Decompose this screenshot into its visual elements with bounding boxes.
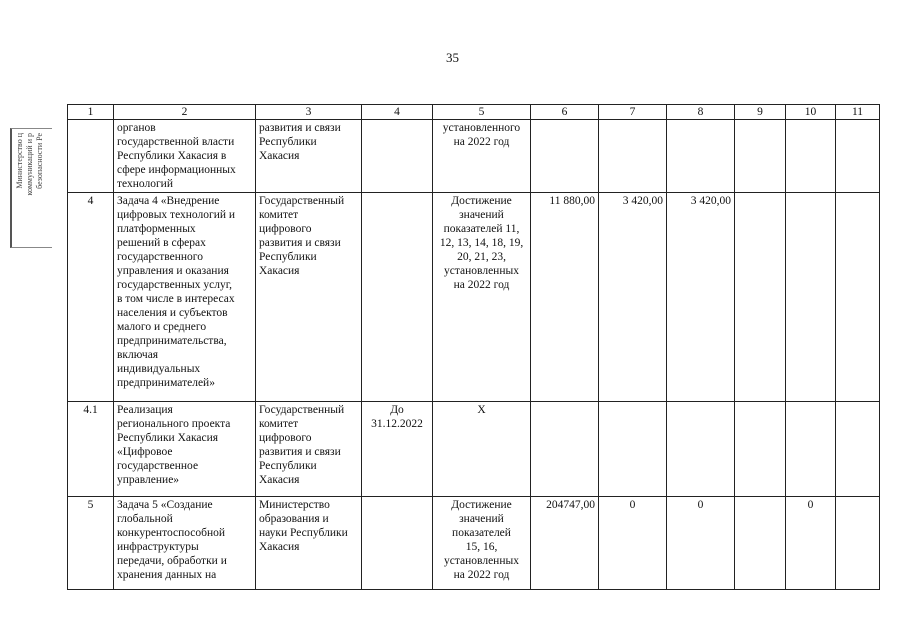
cell-name: Задача 5 «Создание глобальной конкурентоспособной инфраструктуры передачи, обработки и хранения данных на [114, 497, 256, 590]
cell-value: 0 [667, 497, 735, 590]
cell-executor: Министерство образования и науки Республики Хакасия [256, 497, 362, 590]
column-header: 7 [599, 105, 667, 120]
cell-value [531, 402, 599, 497]
cell-executor: развития и связи Республики Хакасия [256, 120, 362, 193]
column-header: 1 [68, 105, 114, 120]
column-header: 5 [433, 105, 531, 120]
cell-value [599, 402, 667, 497]
column-header: 6 [531, 105, 599, 120]
cell-name: органов государственной власти Республики Хакасия в сфере информационных технологий [114, 120, 256, 193]
cell-deadline [362, 497, 433, 590]
header-row [68, 105, 880, 120]
cell-value [735, 120, 786, 193]
table-row [68, 193, 880, 402]
stamp-line: безопасности Ре [35, 133, 44, 189]
cell-result: установленного на 2022 год [433, 120, 531, 193]
cell-value [786, 402, 836, 497]
cell-number: 4.1 [68, 402, 114, 497]
cell-value [667, 120, 735, 193]
cell-value: 0 [786, 497, 836, 590]
table-row [68, 497, 880, 590]
cell-executor: Государственный комитет цифрового развития и связи Республики Хакасия [256, 402, 362, 497]
column-header: 8 [667, 105, 735, 120]
cell-number: 5 [68, 497, 114, 590]
cell-value [836, 497, 880, 590]
cell-value [667, 402, 735, 497]
cell-value [786, 120, 836, 193]
cell-result: X [433, 402, 531, 497]
column-header: 3 [256, 105, 362, 120]
table-row [68, 402, 880, 497]
cell-result: Достижение значений показателей 15, 16, установленных на 2022 год [433, 497, 531, 590]
page-number: 35 [446, 50, 459, 65]
cell-deadline: До 31.12.2022 [362, 402, 433, 497]
cell-value: 0 [599, 497, 667, 590]
column-header: 11 [836, 105, 880, 120]
plan-table [67, 104, 880, 590]
cell-result: Достижение значений показателей 11, 12, 13, 14, 18, 19, 20, 21, 23, установленных на 2022 год [433, 193, 531, 402]
cell-value [786, 193, 836, 402]
cell-name: Задача 4 «Внедрение цифровых технологий и платформенных решений в сферах государственного управления и оказания государственных услуг, в том числе в интересах населения и субъектов малого и среднего предпринимательства, включая индивидуальных предпринимателей» [114, 193, 256, 402]
cell-value: 3 420,00 [667, 193, 735, 402]
cell-executor: Государственный комитет цифрового развития и связи Республики Хакасия [256, 193, 362, 402]
cell-value [735, 193, 786, 402]
cell-value: 11 880,00 [531, 193, 599, 402]
cell-deadline [362, 120, 433, 193]
column-header: 10 [786, 105, 836, 120]
stamp-line: коммуникаций и р [25, 133, 34, 196]
cell-value: 204747,00 [531, 497, 599, 590]
registration-stamp [10, 128, 52, 248]
column-header: 9 [735, 105, 786, 120]
table-row [68, 120, 880, 193]
cell-value [836, 120, 880, 193]
cell-value [836, 402, 880, 497]
cell-deadline [362, 193, 433, 402]
cell-value [735, 497, 786, 590]
cell-name: Реализация регионального проекта Республики Хакасия «Цифровое государственное управление» [114, 402, 256, 497]
cell-number [68, 120, 114, 193]
stamp-line: Министерство ц [15, 133, 24, 189]
cell-value [599, 120, 667, 193]
column-header: 4 [362, 105, 433, 120]
cell-value: 3 420,00 [599, 193, 667, 402]
cell-number: 4 [68, 193, 114, 402]
cell-value [531, 120, 599, 193]
cell-value [735, 402, 786, 497]
column-header: 2 [114, 105, 256, 120]
cell-value [836, 193, 880, 402]
